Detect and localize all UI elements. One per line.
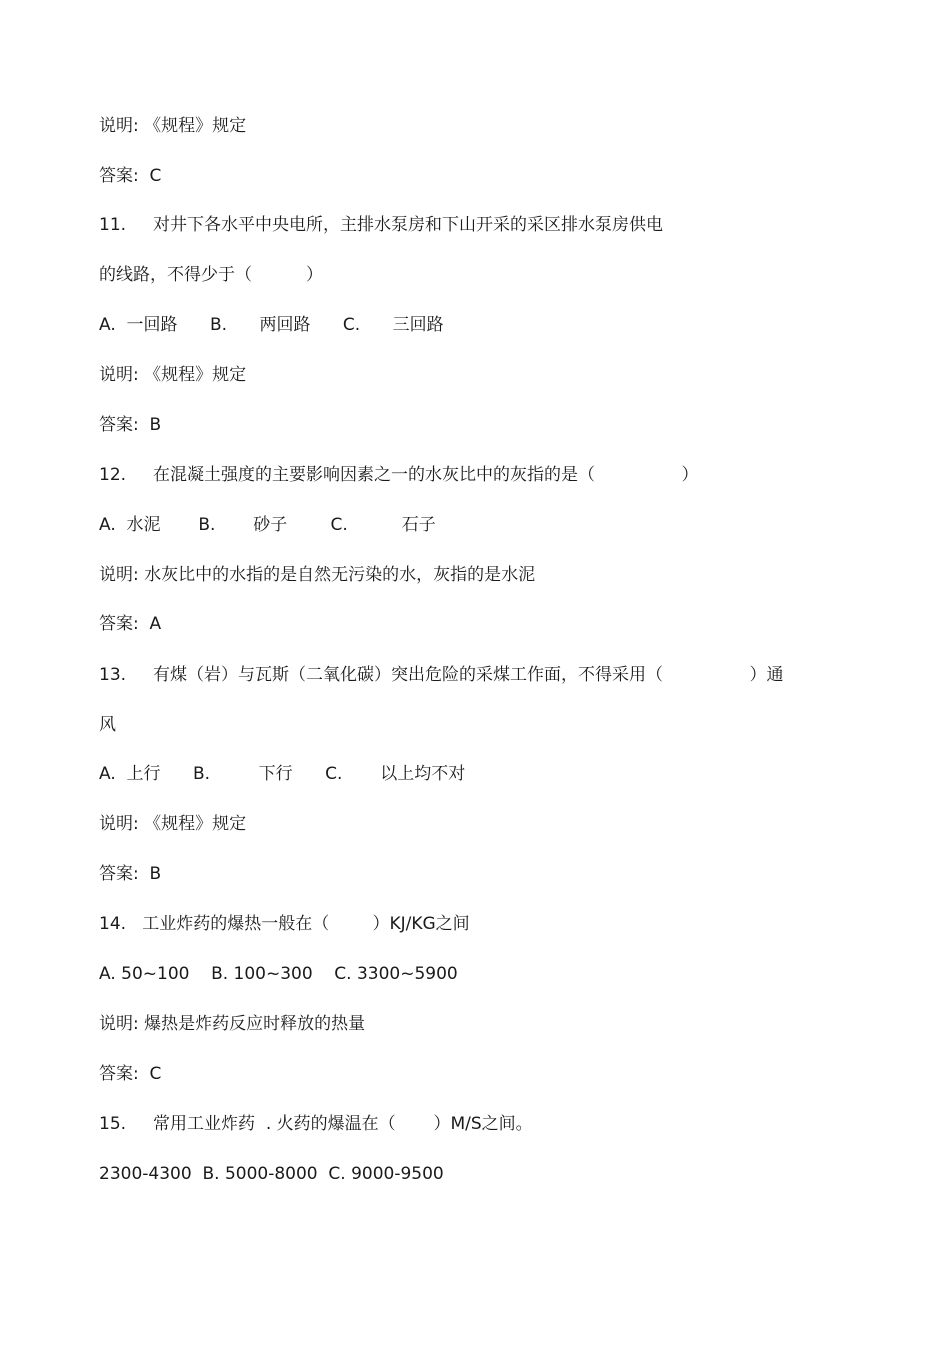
explanation-q13: 说明: 《规程》规定 [99, 814, 247, 834]
question-14: 14. 工业炸药的爆热一般在（ ）KJ/KG之间 [99, 914, 470, 934]
answer-q14: 答案: C [99, 1064, 162, 1084]
answer-q13: 答案: B [99, 864, 162, 884]
options-q12: A. 水泥 B. 砂子 C. 石子 [99, 515, 436, 535]
explanation-q14: 说明: 爆热是炸药反应时释放的热量 [99, 1014, 366, 1034]
options-q15: 2300-4300 B. 5000-8000 C. 9000-9500 [99, 1164, 444, 1184]
options-q11: A. 一回路 B. 两回路 C. 三回路 [99, 315, 444, 335]
question-13: 13. 有煤（岩）与瓦斯（二氧化碳）突出危险的采煤工作面，不得采用（ ）通 [99, 665, 784, 685]
explanation-q12: 说明: 水灰比中的水指的是自然无污染的水，灰指的是水泥 [99, 565, 536, 585]
answer-q11: 答案: B [99, 415, 162, 435]
question-11-continued: 的线路，不得少于（ ） [99, 265, 324, 285]
question-12: 12. 在混凝土强度的主要影响因素之一的水灰比中的灰指的是（ ） [99, 465, 699, 485]
options-q14: A. 50~100 B. 100~300 C. 3300~5900 [99, 964, 458, 984]
explanation-q10: 说明: 《规程》规定 [99, 116, 247, 136]
answer-q10: 答案: C [99, 166, 162, 186]
explanation-q11: 说明: 《规程》规定 [99, 365, 247, 385]
question-11: 11. 对井下各水平中央电所，主排水泵房和下山开采的采区排水泵房供电 [99, 215, 664, 235]
options-q13: A. 上行 B. 下行 C. 以上均不对 [99, 764, 466, 784]
question-15: 15. 常用工业炸药 . 火药的爆温在（ ）M/S之间。 [99, 1114, 533, 1134]
answer-q12: 答案: A [99, 614, 162, 634]
question-13-continued: 风 [99, 715, 116, 735]
